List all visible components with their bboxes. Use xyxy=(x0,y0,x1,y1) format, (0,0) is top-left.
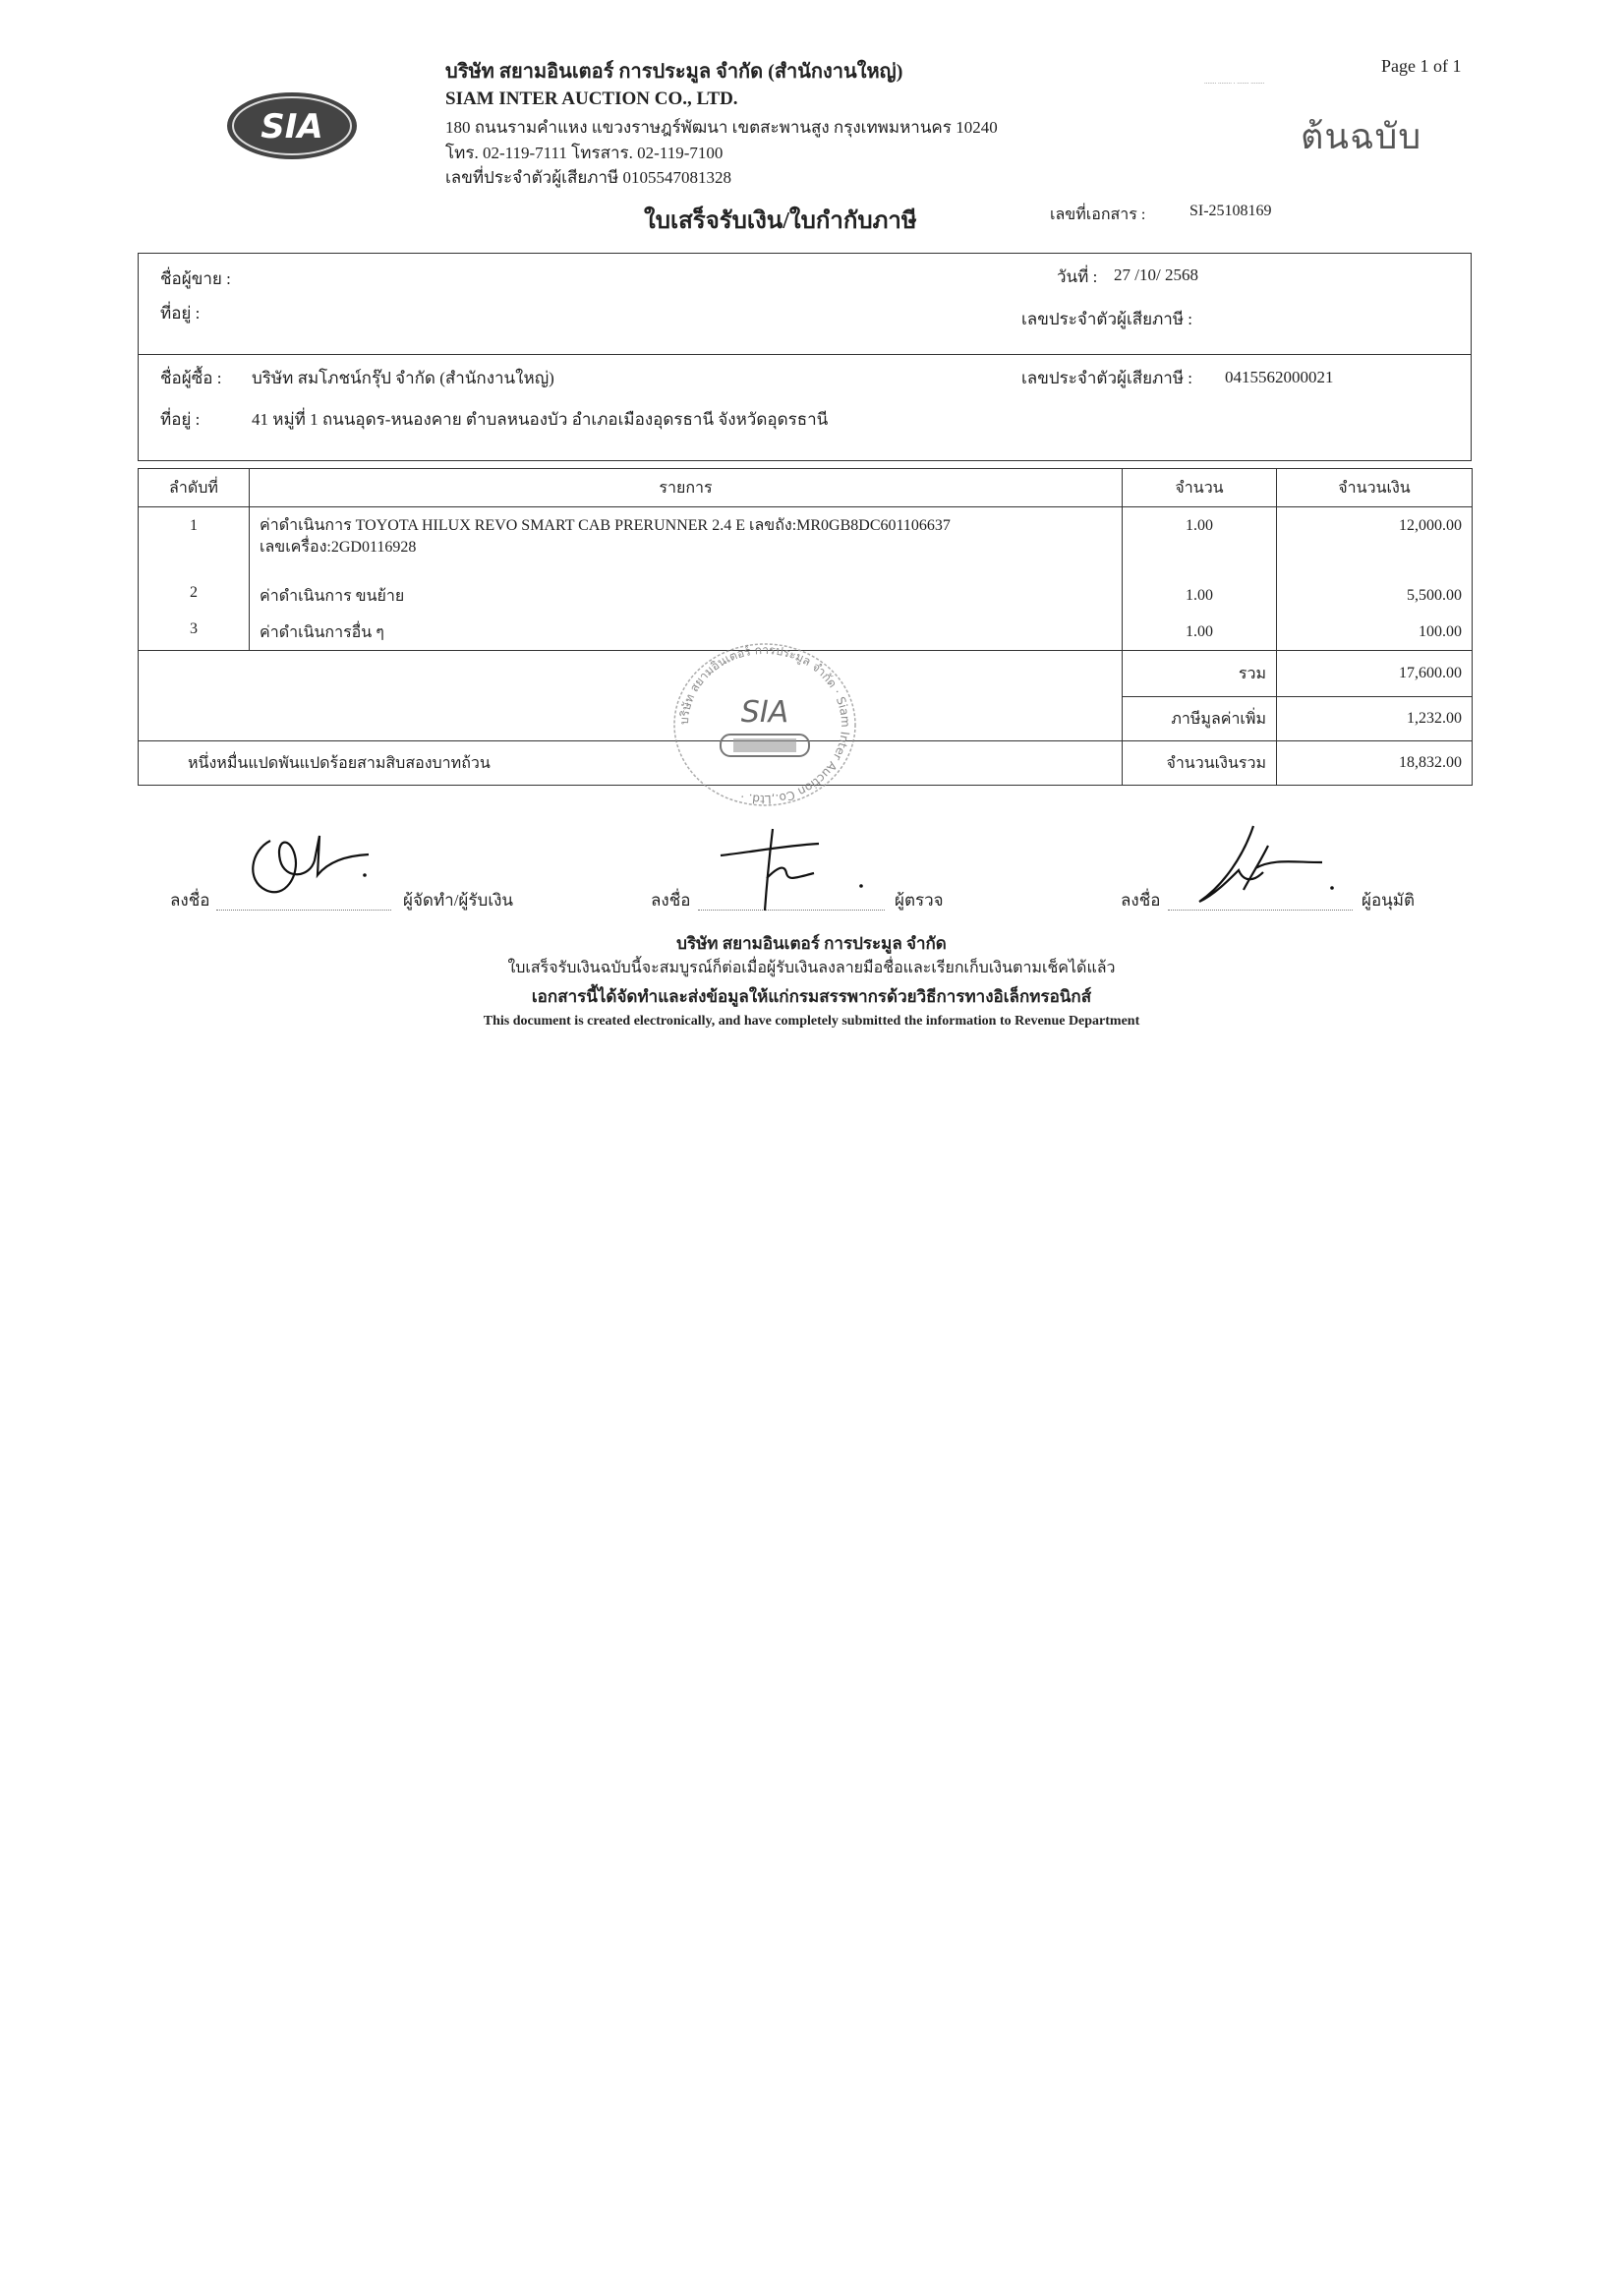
doc-number-label: เลขที่เอกสาร : xyxy=(1050,206,1146,223)
divider xyxy=(139,354,1471,355)
signature-line xyxy=(216,910,391,911)
footer-note-electronic: เอกสารนี้ได้จัดทำและส่งข้อมูลให้แก่กรมสรรพากรด้วยวิธีการทางอิเล็กทรอนิกส์ xyxy=(531,987,1092,1006)
sia-logo xyxy=(226,91,358,160)
date-label: วันที่ : xyxy=(1057,267,1098,286)
svg-text:SIA: SIA xyxy=(740,695,789,730)
company-address: 180 ถนนรามคำแหง แขวงราษฎร์พัฒนา เขตสะพานสูง กรุงเทพมหานคร 10240 xyxy=(445,118,998,137)
company-tax-id: เลขที่ประจำตัวผู้เสียภาษี 0105547081328 xyxy=(445,168,732,187)
item-amount: 100.00 xyxy=(1277,618,1473,651)
footer-note-english: This document is created electronically, and have completely submitted the information to Revenue Department xyxy=(483,1014,1140,1029)
signer-role-approver: ผู้อนุมัติ xyxy=(1362,891,1416,910)
item-number: 1 xyxy=(139,507,250,579)
sign-label: ลงชื่อ xyxy=(170,891,210,910)
buyer-name: บริษัท สมโภชน์กรุ๊ป จำกัด (สำนักงานใหญ่) xyxy=(252,369,554,387)
buyer-address-label: ที่อยู่ : xyxy=(160,410,201,429)
signature-line xyxy=(1168,910,1353,911)
total-value: 18,832.00 xyxy=(1277,741,1473,786)
item-description-line: ค่าดำเนินการ TOYOTA HILUX REVO SMART CAB PRERUNNER 2.4 E เลขถัง:MR0GB8DC601106637 xyxy=(260,517,951,534)
table-row xyxy=(139,507,1473,579)
item-quantity: 1.00 xyxy=(1123,618,1277,651)
company-stamp xyxy=(667,641,863,808)
column-header: จำนวนเงิน xyxy=(1277,469,1473,507)
document-title: ใบเสร็จรับเงิน/ใบกำกับภาษี xyxy=(644,208,917,234)
company-name-thai: บริษัท สยามอินเตอร์ การประมูล จำกัด (สำนักงานใหญ่) xyxy=(445,61,903,83)
sign-label: ลงชื่อ xyxy=(651,891,691,910)
sign-label: ลงชื่อ xyxy=(1121,891,1161,910)
subtotal-value: 17,600.00 xyxy=(1277,651,1473,697)
company-phone: โทร. 02-119-7111 โทรสาร. 02-119-7100 xyxy=(445,144,724,162)
company-name-english: SIAM INTER AUCTION CO., LTD. xyxy=(445,88,738,109)
footer-note-receipt: ใบเสร็จรับเงินฉบับนี้จะสมบูรณ์ก็ต่อเมื่อผู้รับเงินลงลายมือชื่อและเรียกเก็บเงินตามเช็คได้แล้ว xyxy=(507,960,1116,976)
seller-tax-label: เลขประจำตัวผู้เสียภาษี : xyxy=(1021,310,1193,328)
buyer-name-label: ชื่อผู้ซื้อ : xyxy=(160,369,222,387)
doc-number: SI-25108169 xyxy=(1189,203,1272,219)
table-row xyxy=(139,578,1473,618)
item-amount: 12,000.00 xyxy=(1277,507,1473,579)
original-copy-label: ต้นฉบับ xyxy=(1301,117,1422,157)
item-number: 2 xyxy=(139,578,250,618)
column-header: ลำดับที่ xyxy=(139,469,250,507)
signature-preparer xyxy=(241,821,374,910)
signature-checker xyxy=(716,824,873,913)
subtotal-label: รวม xyxy=(1123,651,1277,697)
buyer-tax-label: เลขประจำตัวผู้เสียภาษี : xyxy=(1021,369,1193,387)
signer-role-checker: ผู้ตรวจ xyxy=(895,891,944,910)
item-description: ค่าดำเนินการอื่น ๆ xyxy=(250,618,1123,651)
item-amount: 5,500.00 xyxy=(1277,578,1473,618)
svg-text:บริษัท สยามอินเตอร์ การประมูล: บริษัท สยามอินเตอร์ การประมูล จำกัด · Siam Inter Auction Co.,Ltd. · xyxy=(676,642,853,807)
scan-noise-text: ....... ........ . ....... ........ xyxy=(1204,78,1265,86)
item-description: ค่าดำเนินการ ขนย้าย xyxy=(250,578,1123,618)
item-quantity: 1.00 xyxy=(1123,578,1277,618)
table-header-row xyxy=(139,469,1473,507)
party-info-box xyxy=(138,253,1472,461)
buyer-tax-id: 0415562000021 xyxy=(1225,368,1334,386)
vat-value: 1,232.00 xyxy=(1277,697,1473,741)
column-header: รายการ xyxy=(250,469,1123,507)
buyer-address: 41 หมู่ที่ 1 ถนนอุดร-หนองคาย ตำบลหนองบัว อำเภอเมืองอุดรธานี จังหวัดอุดรธานี xyxy=(252,410,829,429)
date-value: 27 /10/ 2568 xyxy=(1114,265,1198,284)
seller-address-label: ที่อยู่ : xyxy=(160,304,201,323)
svg-text:SIA: SIA xyxy=(261,107,323,147)
amount-in-words: หนึ่งหมื่นแปดพันแปดร้อยสามสิบสองบาทถ้วน xyxy=(139,741,1123,786)
seller-name-label: ชื่อผู้ขาย : xyxy=(160,269,231,288)
signer-role-preparer: ผู้จัดทำ/ผู้รับเงิน xyxy=(403,891,514,910)
total-label: จำนวนเงินรวม xyxy=(1123,741,1277,786)
column-header: จำนวน xyxy=(1123,469,1277,507)
signature-approver xyxy=(1185,821,1352,910)
item-description xyxy=(250,507,1123,579)
item-number: 3 xyxy=(139,618,250,651)
vat-label: ภาษีมูลค่าเพิ่ม xyxy=(1123,697,1277,741)
item-description-line: เลขเครื่อง:2GD0116928 xyxy=(260,539,417,556)
summary-blank xyxy=(139,651,1123,741)
footer-company: บริษัท สยามอินเตอร์ การประมูล จำกัด xyxy=(676,934,947,953)
page-number: Page 1 of 1 xyxy=(1381,56,1462,76)
item-quantity: 1.00 xyxy=(1123,507,1277,579)
